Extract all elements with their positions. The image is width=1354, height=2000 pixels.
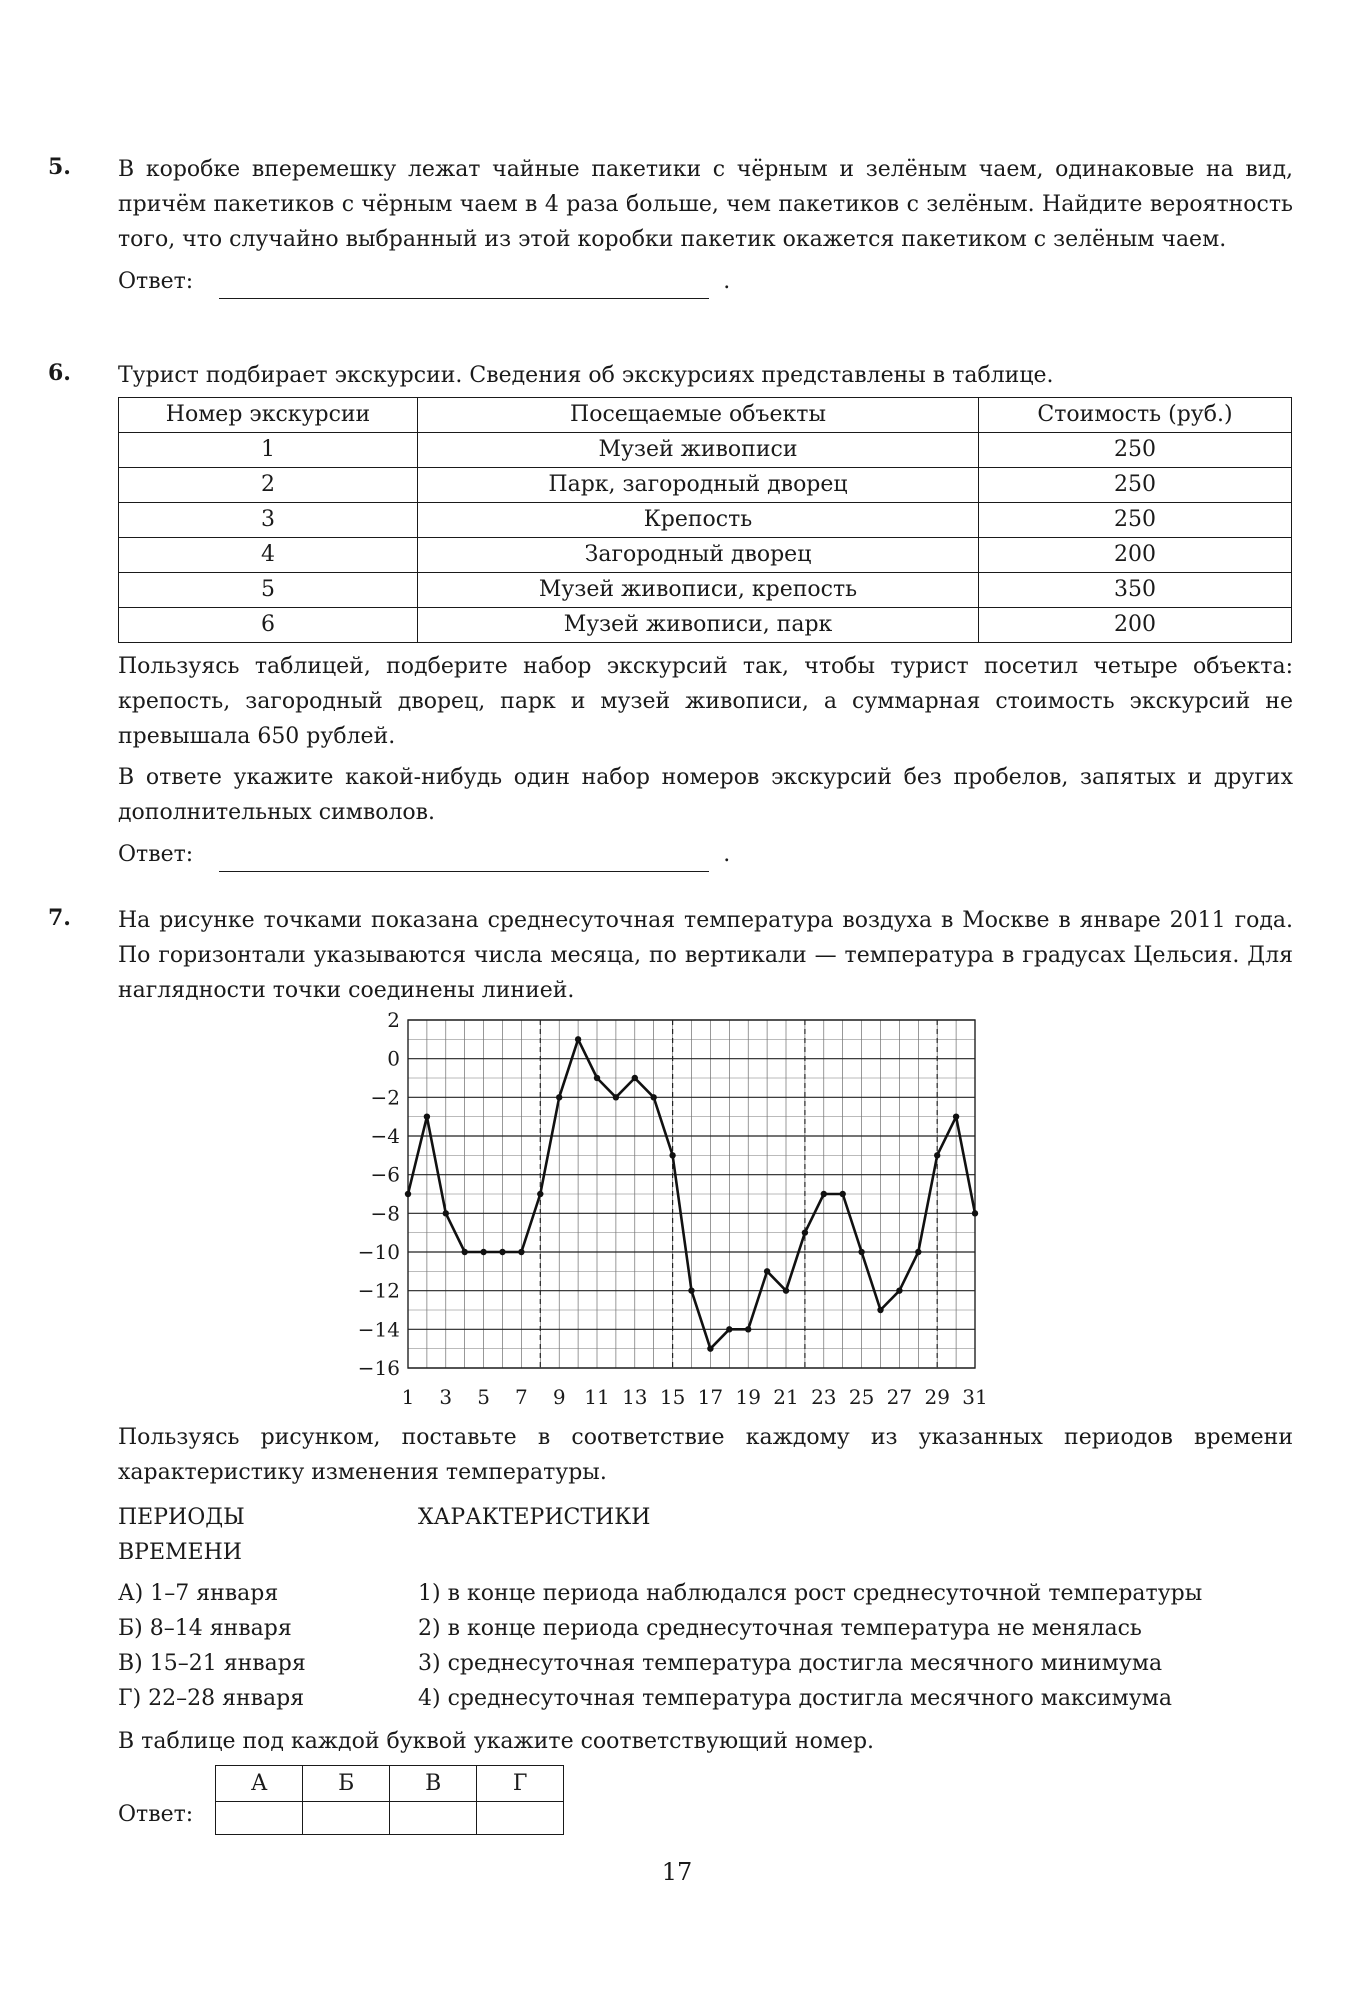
answer-letter: Б [303, 1766, 390, 1802]
table-row [119, 538, 1292, 573]
periods-header [118, 1500, 418, 1570]
answer-cell-b[interactable] [303, 1802, 390, 1835]
data-point [915, 1249, 921, 1255]
y-tick-label: −10 [357, 1240, 400, 1264]
periods-header-line: ВРЕМЕНИ [118, 1540, 242, 1565]
characteristics-header: ХАРАКТЕРИСТИКИ [418, 1505, 651, 1530]
table-cell: 1 [119, 433, 418, 468]
period-item: А) 1–7 января [118, 1581, 279, 1606]
task-number: 7. [48, 905, 71, 931]
answer-field[interactable] [219, 274, 709, 299]
y-tick-label: 2 [387, 1010, 400, 1032]
excursions-table [118, 397, 1292, 643]
page-number: 17 [661, 1858, 693, 1886]
data-point [972, 1210, 978, 1216]
y-tick-label: −8 [370, 1201, 400, 1226]
answer-cell-c[interactable] [390, 1802, 477, 1835]
data-point [613, 1094, 619, 1100]
data-point [424, 1113, 430, 1119]
table-header-cell: Номер экскурсии [119, 398, 418, 433]
period-item: Г) 22–28 января [118, 1686, 305, 1711]
data-point [688, 1287, 694, 1293]
table-cell: 2 [119, 468, 418, 503]
table-cell: 6 [119, 608, 418, 643]
data-point [821, 1191, 827, 1197]
answer-table-row [118, 1765, 1293, 1835]
x-tick-label: 19 [735, 1385, 761, 1409]
table-header-cell: Стоимость (руб.) [979, 398, 1292, 433]
table-cell: 200 [979, 538, 1292, 573]
data-point [745, 1326, 751, 1332]
answer-letter: Г [477, 1766, 564, 1802]
task-number: 5. [48, 154, 71, 180]
data-point [726, 1326, 732, 1332]
answer-row [118, 838, 1293, 872]
y-tick-label: −16 [357, 1356, 400, 1380]
table-row [119, 433, 1292, 468]
y-tick-label: −14 [357, 1317, 400, 1342]
table-cell: Крепость [418, 503, 979, 538]
data-point [840, 1191, 846, 1197]
answer-dot: . [723, 842, 731, 867]
data-point [632, 1075, 638, 1081]
table-cell: Музей живописи, парк [418, 608, 979, 643]
characteristic-item: 2) в конце периода среднесуточная температура не менялась [418, 1616, 1142, 1641]
y-tick-label: −6 [370, 1162, 400, 1187]
table-row [119, 503, 1292, 538]
answer-label: Ответ: [118, 1801, 194, 1827]
characteristics-list [418, 1576, 1293, 1716]
data-point [556, 1094, 562, 1100]
x-tick-label: 27 [886, 1385, 913, 1409]
table-cell: 3 [119, 503, 418, 538]
table-cell: Музей живописи, крепость [418, 573, 979, 608]
y-tick-label: −2 [370, 1085, 400, 1110]
task-instruction: В таблице под каждой буквой укажите соответствующий номер. [118, 1729, 875, 1754]
periods-header-line: ПЕРИОДЫ [118, 1505, 245, 1530]
data-point [537, 1191, 543, 1197]
x-tick-label: 15 [659, 1385, 686, 1409]
task-text: В ответе укажите какой-нибудь один набор номеров экскурсий без пробелов, запятых и других дополнительных символов. [118, 765, 1293, 825]
data-point [518, 1249, 524, 1255]
x-tick-label: 1 [401, 1385, 415, 1409]
answer-row [118, 265, 1293, 299]
matching-headers [118, 1500, 1293, 1570]
task-intro: Турист подбирает экскурсии. Сведения об экскурсиях представлены в таблице. [118, 363, 1054, 388]
table-cell: 200 [979, 608, 1292, 643]
data-point [443, 1210, 449, 1216]
x-tick-label: 29 [924, 1385, 950, 1409]
data-point [669, 1152, 675, 1158]
x-tick-label: 11 [584, 1385, 610, 1409]
y-tick-label: 0 [387, 1046, 400, 1071]
table-cell: 4 [119, 538, 418, 573]
table-cell: Загородный дворец [418, 538, 979, 573]
table-cell: 250 [979, 503, 1292, 538]
data-point [953, 1113, 959, 1119]
task-text: В коробке вперемешку лежат чайные пакетики с чёрным и зелёным чаем, одинаковые на вид, причём пакетиков с чёрным чаем в 4 раза больше, чем пакетиков с зелёным. Найдите вероятность того, что случайно выбранный из этой коробки пакетик окажется пакетиком с зелёным чаем. [118, 157, 1293, 252]
data-point [896, 1287, 902, 1293]
characteristic-item: 4) среднесуточная температура достигла месячного максимума [418, 1686, 1172, 1711]
data-point [934, 1152, 940, 1158]
answer-field[interactable] [219, 847, 709, 872]
task-text: Пользуясь рисунком, поставьте в соответствие каждому из указанных периодов времени характеристику изменения температуры. [118, 1425, 1293, 1485]
answer-letters-row [216, 1766, 564, 1802]
answer-dot: . [723, 269, 731, 294]
data-point [462, 1249, 468, 1255]
table-cell: Парк, загородный дворец [418, 468, 979, 503]
answer-label: Ответ: [118, 269, 194, 294]
characteristic-item: 3) среднесуточная температура достигла месячного минимума [418, 1651, 1163, 1676]
table-cell: 250 [979, 433, 1292, 468]
x-tick-label: 9 [552, 1385, 566, 1409]
table-cell: Музей живописи [418, 433, 979, 468]
x-tick-label: 23 [811, 1385, 837, 1409]
x-tick-label: 3 [439, 1385, 453, 1409]
data-point [499, 1249, 505, 1255]
data-point [575, 1036, 581, 1042]
temperature-chart [330, 1010, 1010, 1424]
data-point [877, 1307, 883, 1313]
answer-letter: В [390, 1766, 477, 1802]
table-row [119, 573, 1292, 608]
characteristic-item: 1) в конце периода наблюдался рост среднесуточной температуры [418, 1581, 1203, 1606]
answer-inputs-row [216, 1802, 564, 1835]
y-tick-label: −4 [370, 1124, 400, 1148]
data-point [802, 1229, 808, 1235]
x-tick-label: 21 [773, 1385, 799, 1409]
task-intro: На рисунке точками показана среднесуточная температура воздуха в Москве в январе 2011 года. По горизонтали указываются числа месяца, по вертикали — температура в градусах Цельсия. Для наглядности точки соединены линией. [118, 908, 1293, 1003]
x-tick-label: 31 [962, 1385, 988, 1409]
table-row [119, 468, 1292, 503]
data-point [764, 1268, 770, 1274]
data-point [405, 1191, 411, 1197]
x-tick-label: 25 [848, 1385, 875, 1409]
period-item: В) 15–21 января [118, 1651, 306, 1676]
data-point [783, 1287, 789, 1293]
table-cell: 350 [979, 573, 1292, 608]
data-point [480, 1249, 486, 1255]
table-header-row [119, 398, 1292, 433]
x-tick-label: 7 [515, 1385, 528, 1409]
answer-letter: А [216, 1766, 303, 1802]
data-point [707, 1345, 713, 1351]
y-tick-label: −12 [357, 1278, 400, 1303]
task-text: Пользуясь таблицей, подберите набор экскурсий так, чтобы турист посетил четыре объекта: крепость, загородный дворец, парк и музей живописи, а суммарная стоимость экскурсий не превышала 650 рублей. [118, 654, 1293, 749]
table-cell: 5 [119, 573, 418, 608]
table-cell: 250 [979, 468, 1292, 503]
answer-cell-d[interactable] [477, 1802, 564, 1835]
answer-cell-a[interactable] [216, 1802, 303, 1835]
periods-list [118, 1576, 418, 1716]
table-header-cell: Посещаемые объекты [418, 398, 979, 433]
answer-label: Ответ: [118, 842, 194, 867]
period-item: Б) 8–14 января [118, 1616, 292, 1641]
x-tick-label: 13 [622, 1385, 648, 1409]
x-tick-label: 17 [697, 1385, 724, 1409]
answer-table [215, 1765, 564, 1835]
temperature-chart-svg [330, 1010, 1010, 1420]
matching-rows [118, 1576, 1293, 1716]
data-point [594, 1075, 600, 1081]
task-number: 6. [48, 360, 71, 386]
x-tick-label: 5 [477, 1385, 490, 1409]
table-row [119, 608, 1292, 643]
data-point [858, 1249, 864, 1255]
data-point [651, 1094, 657, 1100]
